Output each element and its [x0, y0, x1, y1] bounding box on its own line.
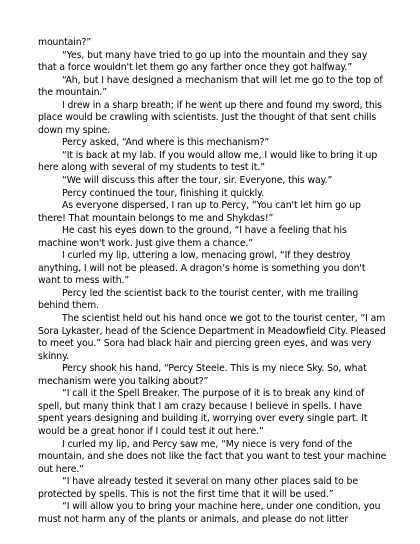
- paragraph: Percy led the scientist back to the tourist center, with me trailing behind them.: [38, 287, 359, 312]
- paragraph: Percy continued the tour, finishing it quickly.: [62, 187, 265, 199]
- paragraph: “It is back at my lab. If you would allow me, I would like to bring it up here along with several of my students to test it.”: [38, 149, 378, 174]
- paragraph: The scientist held out his hand once we got to the tourist center, “I am Sora Lykaster, head of the Science Department in Meadowfield City. Pleased to meet you.” Sora had black hair and piercing green eyes, and was very skinny.: [38, 313, 386, 362]
- paragraph: “Yes, but many have tried to go up into the mountain and they say that a force wouldn't let them go any farther once they got halfway.”: [38, 49, 368, 74]
- paragraph: “I have already tested it several on many other places said to be protected by spells. This is not the first time that it will be used.”: [38, 476, 358, 500]
- paragraph: “I call it the Spell Breaker. The purpose of it is to break any kind of spell, but many think that I am crazy because I believe in spells. I have spent years designing and building it, worrying over every single part. It would be a great honor if I could test it out here.”: [38, 388, 368, 437]
- paragraph: “We will discuss this after the tour, sir. Everyone, this way.”: [62, 175, 333, 187]
- paragraph: He cast his eyes down to the ground, “I have a feeling that his machine won't work. Just give them a chance.”: [38, 225, 347, 249]
- paragraph: mountain?”: [38, 37, 92, 48]
- paragraph: I curled my lip, and Percy saw me, “My niece is very fond of the mountain, and she does not like the fact that you want to test your machine out here.”: [38, 438, 387, 475]
- paragraph: As everyone dispersed, I ran up to Percy, “You can't let him go up there! That mountain belongs to me and Shykdas!”: [38, 200, 361, 224]
- paragraph: “I will allow you to bring your machine here, under one condition, you must not harm any of the plants or animals, and please do not litter: [38, 501, 381, 525]
- paragraph: Percy asked, “And where is this mechanism?”: [62, 137, 270, 149]
- paragraph: “Ah, but I have designed a mechanism that will let me go to the top of the mountain.”: [38, 74, 383, 99]
- book-page: [38, 37, 388, 526]
- paragraph: Percy shook his hand, “Percy Steele. This is my niece Sky. So, what mechanism were you talking about?”: [38, 363, 367, 387]
- paragraph: I drew in a sharp breath; if he went up there and found my sword, this place would be crawling with scientists. Just the thought of that sent chills down my spine.: [38, 99, 382, 136]
- paragraph: I curled my lip, uttering a low, menacing growl, “If they destroy anything, I will not be pleased. A dragon’s home is something you don't want to mess with.”: [38, 250, 366, 287]
